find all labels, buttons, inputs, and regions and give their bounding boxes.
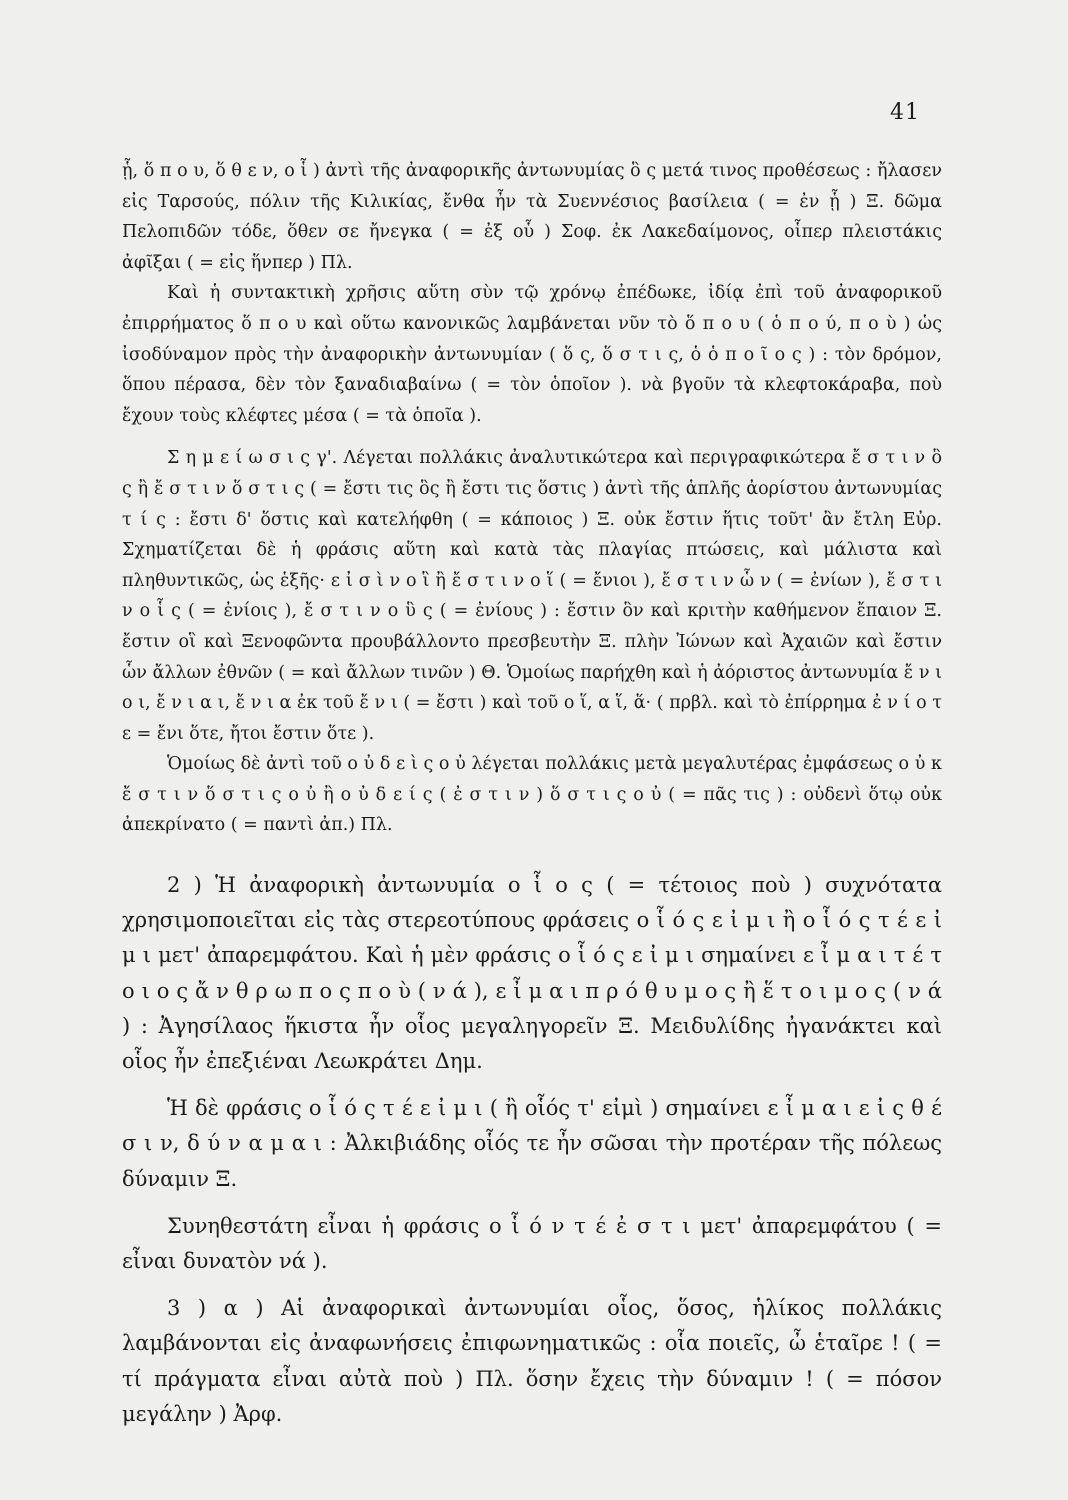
paragraph-section-2: 2 ) Ἡ ἀναφορικὴ ἀντωνυμία ο ἷ ο ς ( = τέτοιος ποὺ ) συχνότατα χρησιμοποιεῖται εἰς τὰς στερεοτύπους φράσεις ο ἷ ό ς ε ἰ μ ι ἢ ο ἷ ό ς τ έ ε ἰ μ ι μετ' ἀπαρεμφάτου. Καὶ ἡ μὲν φράσις ο ἷ ό ς ε ἰ μ ι σημαίνει ε ἶ μ α ι τ έ τ ο ι ο ς ἄ ν θ ρ ω π ο ς π ο ὺ ( ν ά ), ε ἶ μ α ι π ρ ό θ υ μ ο ς ἢ ἕ τ ο ι μ ο ς ( ν ά ) : Ἀγησίλαος ἥκιστα ἦν οἷος μεγαληγορεῖν Ξ. Μειδυλίδης ἠγανάκτει καὶ οἷος ἦν ἐπεξιέναι Λεωκράτει Δημ. xyxy=(122,873,942,1074)
section-large-text xyxy=(122,868,942,1432)
paragraph-oios-te-eimi: Ἡ δὲ φράσις ο ἷ ό ς τ έ ε ἰ μ ι ( ἢ οἷός τ' εἰμὶ ) σημαίνει ε ἶ μ α ι ε ἰ ς θ έ σ ι ν, δ ύ ν α μ α ι : Ἀλκιβιάδης οἷός τε ἦν σῶσαι τὴν προτέραν τῆς πόλεως δύναμιν Ξ. xyxy=(122,1096,942,1191)
paragraph-2: Καὶ ἡ συντακτικὴ χρῆσις αὕτη σὺν τῷ χρόνῳ ἐπέδωκε, ἰδίᾳ ἐπὶ τοῦ ἀναφορικοῦ ἐπιρρήματος ὅ π ο υ καὶ οὕτω κανονικῶς λαμβάνεται νῦν τὸ ὅ π ο υ ( ὁ π ο ύ, π ο ὺ ) ὡς ἰσοδύναμον πρὸς τὴν ἀναφορικὴν ἀντωνυμίαν ( ὅ ς, ὅ σ τ ι ς, ὁ ὁ π ο ῖ ο ς ) : τὸν δρόμον, ὅπου πέρασα, δὲν τὸν ξαναδιαβαίνω ( = τὸν ὁποῖον ). νὰ βγοῦν τὰ κλεφτοκάραβα, ποὺ ἔχουν τοὺς κλέφτες μέσα ( = τὰ ὁποῖα ). xyxy=(122,283,942,426)
paragraph-section-3: 3 ) α ) Αἱ ἀναφορικαὶ ἀντωνυμίαι οἷος, ὅσος, ἡλίκος πολλάκις λαμβάνονται εἰς ἀναφωνήσεις ἐπιφωνηματικῶς : οἷα ποιεῖς, ὦ ἑταῖρε ! ( = τί πράγματα εἶναι αὐτὰ ποὺ ) Πλ. ὅσην ἔχεις τὴν δύναμιν ! ( = πόσον μεγάλην ) Ἀρφ. xyxy=(122,1296,942,1426)
paragraph-note-gamma: Σ η μ ε ί ω σ ι ς γ'. Λέγεται πολλάκις ἀναλυτικώτερα καὶ περιγραφικώτερα ἔ σ τ ι ν ὃ ς ἢ ἔ σ τ ι ν ὅ σ τ ι ς ( = ἔστι τις ὃς ἢ ἔστι τις ὅστις ) ἀντὶ τῆς ἁπλῆς ἀορίστου ἀντωνυμίας τ ί ς : ἔστι δ' ὅστις καὶ κατελήφθη ( = κάποιος ) Ξ. οὐκ ἔστιν ἥτις τοῦτ' ἂν ἔτλη Εὐρ. Σχηματίζεται δὲ ἡ φράσις αὕτη καὶ κατὰ τὰς πλαγίας πτώσεις, καὶ μάλιστα καὶ πληθυντικῶς, ὡς ἑξῆς· ε ἰ σ ὶ ν ο ἳ ἢ ἔ σ τ ι ν ο ἵ ( = ἔνιοι ), ἔ σ τ ι ν ὧ ν ( = ἐνίων ), ἔ σ τ ι ν ο ἷ ς ( = ἐνίοις ), ἔ σ τ ι ν ο ὓ ς ( = ἐνίους ) : ἔστιν ὃν καὶ κριτὴν καθήμενον ἔπαιον Ξ. ἔστιν οἳ καὶ Ξενοφῶντα προυβάλλοντο πρεσβευτὴν Ξ. πλὴν Ἰώνων καὶ Ἀχαιῶν καὶ ἔστιν ὧν ἄλλων ἐθνῶν ( = καὶ ἄλλων τινῶν ) Θ. Ὁμοίως παρήχθη καὶ ἡ ἀόριστος ἀντωνυμία ἔ ν ι ο ι, ἔ ν ι α ι, ἔ ν ι α ἐκ τοῦ ἔ ν ι ( = ἔστι ) καὶ τοῦ ο ἵ, α ἵ, ἅ· ( πρβλ. καὶ τὸ ἐπίρρημα ἐ ν ί ο τ ε = ἔνι ὅτε, ἤτοι ἔστιν ὅτε ). xyxy=(122,448,942,744)
paragraph-oudeis: Ὁμοίως δὲ ἀντὶ τοῦ ο ὐ δ ε ὶ ς ο ὐ λέγεται πολλάκις μετὰ μεγαλυτέρας ἐμφάσεως ο ὐ κ ἔ σ τ ι ν ὅ σ τ ι ς ο ὐ ἢ ο ὐ δ ε ί ς ( ἐ σ τ ι ν ) ὅ σ τ ι ς ο ὐ ( = πᾶς τις ) : οὐδενὶ ὅτῳ οὐκ ἀπεκρίνατο ( = παντὶ ἀπ.) Πλ. xyxy=(122,754,942,836)
section-small-text xyxy=(122,156,942,841)
paragraph-oion-te-esti: Συνηθεστάτη εἶναι ἡ φράσις ο ἷ ό ν τ έ ἐ σ τ ι μετ' ἀπαρεμφάτου ( = εἶναι δυνατὸν νά ). xyxy=(122,1213,942,1274)
page-number: 41 xyxy=(890,100,920,125)
paragraph-1: ᾗ, ὅ π ο υ, ὅ θ ε ν, ο ἷ ) ἀντὶ τῆς ἀναφορικῆς ἀντωνυμίας ὃ ς μετά τινος προθέσεως : ἤλασεν εἰς Ταρσούς, πόλιν τῆς Κιλικίας, ἔνθα ἦν τὰ Συεννέσιος βασίλεια ( = ἐν ᾗ ) Ξ. δῶμα Πελοπιδῶν τόδε, ὅθεν σε ἤνεγκα ( = ἐξ οὗ ) Σοφ. ἐκ Λακεδαίμονος, οἷπερ πλειστάκις ἀφῖξαι ( = εἰς ἥνπερ ) Πλ. xyxy=(122,161,942,273)
